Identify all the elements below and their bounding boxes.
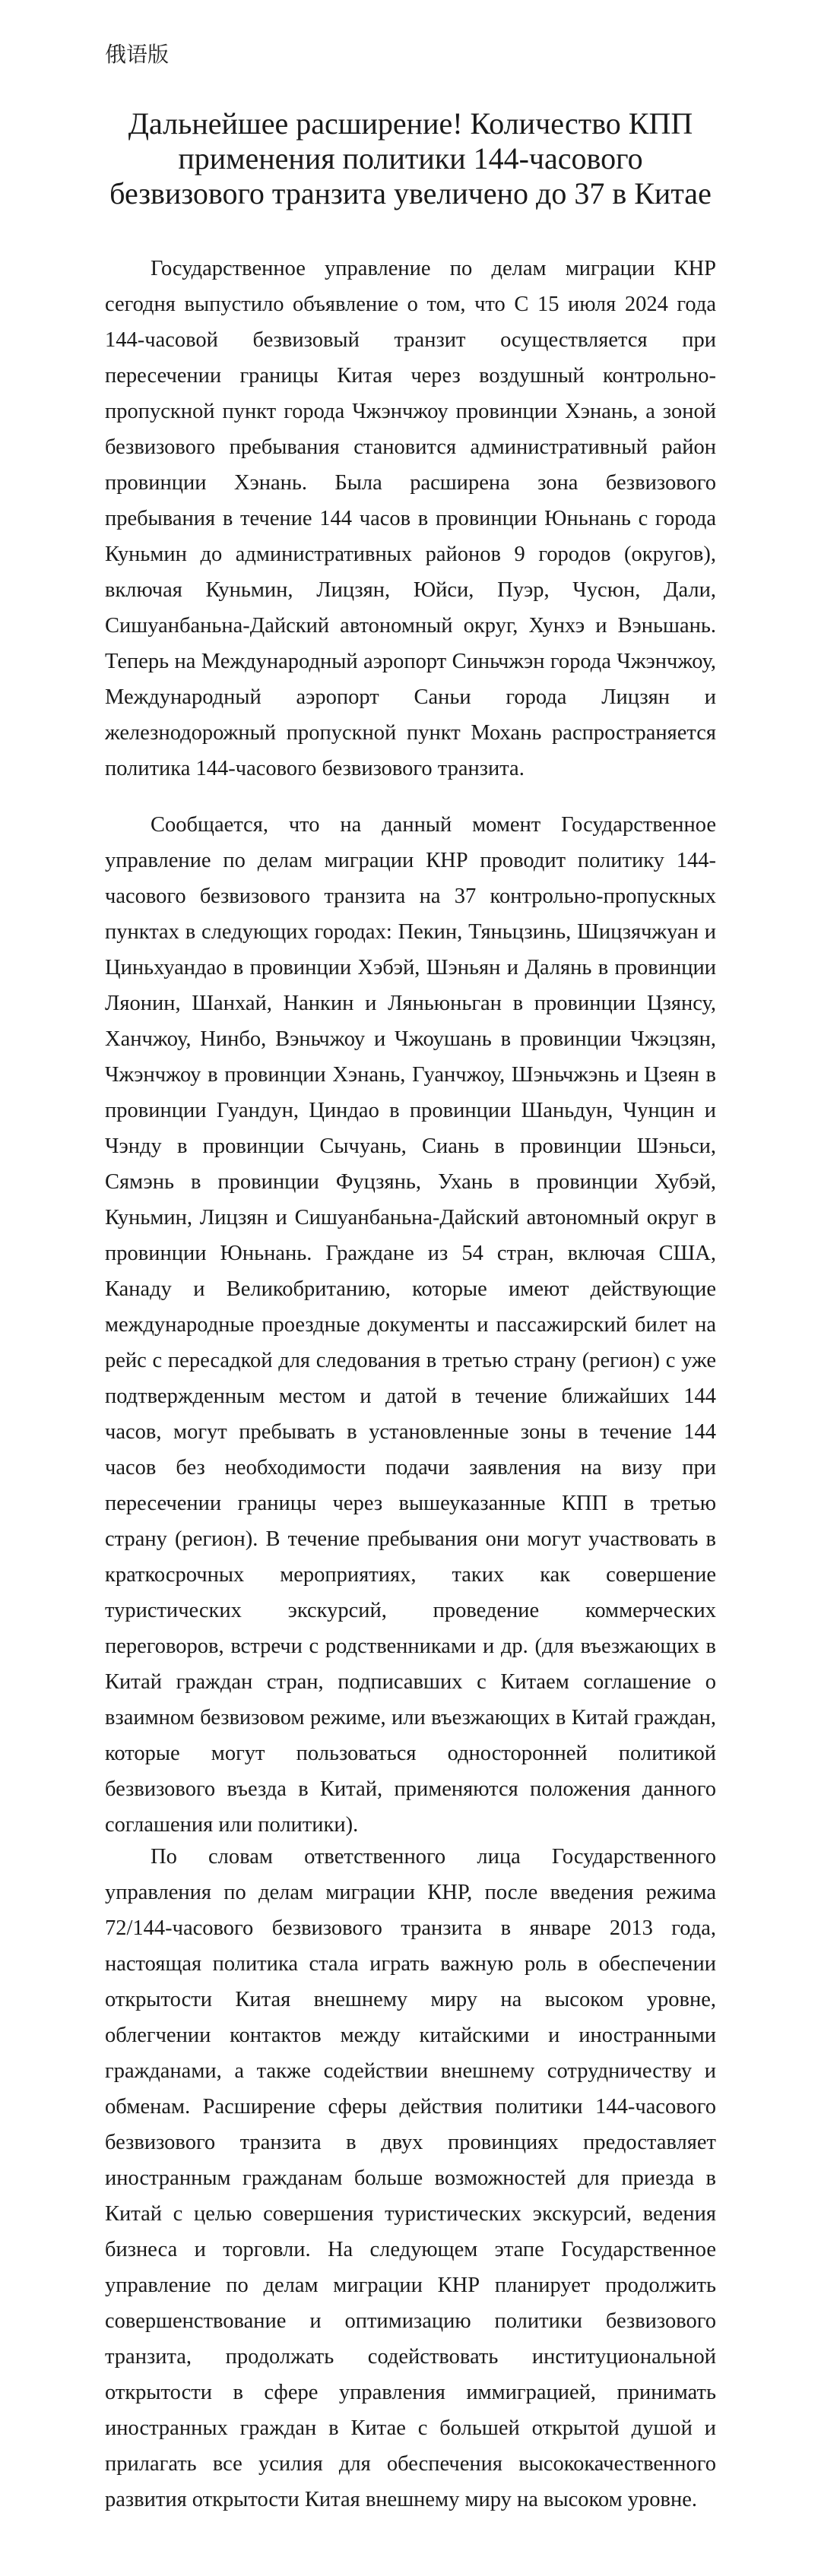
article-paragraph-3: По словам ответственного лица Государственного управления по делам миграции КНР, после введения режима 72/144-часового безвизового транзита в январе 2013 года, настоящая политика стала играть важную роль в обеспечении открытости Китая внешнему миру на высоком уровне, облегчении контактов между китайскими и иностранными гражданами, а также содействии внешнему сотрудничеству и обменам. Расширение сферы действия политики 144-часового безвизового транзита в двух провинциях предоставляет иностранным гражданам больше возможностей для приезда в Китай с целью совершения туристических экскурсий, ведения бизнеса и торговли. На следующем этапе Государственное управление по делам миграции КНР планирует продолжить совершенствование и оптимизацию политики безвизового транзита, продолжать содействовать институциональной открытости в сфере управления иммиграцией, принимать иностранных граждан в Китае с большей открытой душой и прилагать все усилия для обеспечения высококачественного развития открытости Китая внешнему миру на высоком уровне. (105, 1845, 716, 2511)
language-version-label: 俄语版 (105, 42, 170, 67)
article-title: Дальнейшее расширение! Количество КПП применения политики 144-часового безвизового транзита увеличено до 37 в Китае (109, 106, 712, 210)
article-paragraph-2: Сообщается, что на данный момент Государственное управление по делам миграции КНР проводит политику 144-часового безвизового транзита на 37 контрольно-пропускных пунктах в следующих городах: Пекин, Тяньцзинь, Шицзячжуан и Циньхуандао в провинции Хэбэй, Шэньян и Далянь в провинции Ляонин, Шанхай, Нанкин и Ляньюньган в провинции Цзянсу, Ханчжоу, Нинбо, Вэньчжоу и Чжоушань в провинции Чжэцзян, Чжэнчжоу в провинции Хэнань, Гуанчжоу, Шэньчжэнь и Цзеян в провинции Гуандун, Циндао в провинции Шаньдун, Чунцин и Чэнду в провинции Сычуань, Сиань в провинции Шэньси, Сямэнь в провинции Фуцзянь, Ухань в провинции Хубэй, Куньмин, Лицзян и Сишуанбаньна-Дайский автономный округ в провинции Юньнань. Граждане из 54 стран, включая США, Канаду и Великобританию, которые имеют действующие международные проездные документы и пассажирский билет на рейс с пересадкой для следования в третью страну (регион) с уже подтвержденным местом и датой в течение ближайших 144 часов, могут пребывать в установленные зоны в течение 144 часов без необходимости подачи заявления на визу при пересечении границы через вышеуказанные КПП в третью страну (регион). В течение пребывания они могут участвовать в краткосрочных мероприятиях, таких как совершение туристических экскурсий, проведение коммерческих переговоров, встречи с родственниками и др. (для въезжающих в Китай граждан стран, подписавших с Китаем соглашение о взаимном безвизовом режиме, или въезжающих в Китай граждан, которые могут пользоваться односторонней политикой безвизового въезда в Китай, применяются положения данного соглашения или политики). (105, 813, 716, 1837)
article-paragraph-1: Государственное управление по делам миграции КНР сегодня выпустило объявление о том, что С 15 июля 2024 года 144-часовой безвизовый транзит осуществляется при пересечении границы Китая через воздушный контрольно-пропускной пункт города Чжэнчжоу провинции Хэнань, а зоной безвизового пребывания становится административный район провинции Хэнань. Была расширена зона безвизового пребывания в течение 144 часов в провинции Юньнань с города Куньмин до административных районов 9 городов (округов), включая Куньмин, Лицзян, Юйси, Пуэр, Чусюн, Дали, Сишуанбаньна-Дайский автономный округ, Хунхэ и Вэньшань. Теперь на Международный аэропорт Синьчжэн города Чжэнчжоу, Международный аэропорт Саньи города Лицзян и железнодорожный пропускной пункт Мохань распространяется политика 144-часового безвизового транзита. (105, 257, 716, 780)
